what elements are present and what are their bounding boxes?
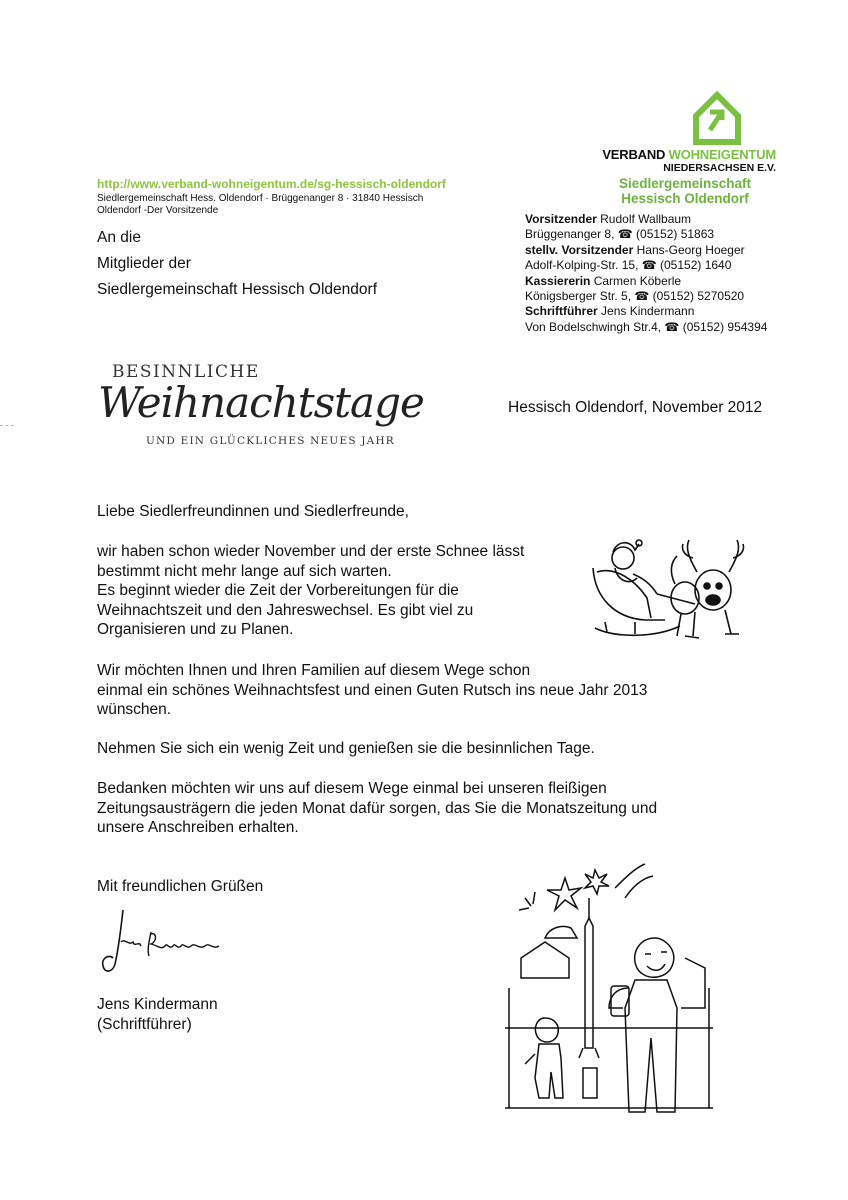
board-member-line: stellv. Vorsitzender Hans-Georg Hoeger [525, 242, 745, 257]
house-logo-icon [692, 90, 742, 146]
board-member-line: Schriftführer Jens Kindermann [525, 304, 695, 319]
recipient-line: Mitglieder der [97, 255, 191, 272]
recipient-line: An die [97, 229, 141, 246]
paragraph-4: Bedanken möchten wir uns auf diesem Wege einmal bei unseren fleißigen Zeitungsausträgern die jeden Monat dafür sorgen, das Sie die Monatszeitung und unsere Anschreiben erhalten. [97, 780, 658, 837]
board-member-address: Brüggenanger 8, ☎ (05152) 51863 [525, 227, 715, 242]
signer-role: (Schriftführer) [97, 1016, 192, 1033]
greeting-bottom-text: UND EIN GLÜCKLICHES NEUES JAHR [146, 435, 395, 447]
paragraph-3: Nehmen Sie sich ein wenig Zeit und genießen sie die besinnlichen Tage. [97, 740, 595, 757]
board-member-address: Königsberger Str. 5, ☎ (05152) 5270520 [525, 289, 745, 304]
sender-address: Siedlergemeinschaft Hess. Oldendorf · Brüggenanger 8 · 31840 Hessisch Oldendorf -Der Vorsitzende [97, 193, 424, 216]
signature-icon [95, 902, 235, 982]
recipient-block [97, 225, 377, 303]
signer-name: Jens Kindermann [97, 996, 218, 1013]
board-member-line: Vorsitzender Rudolf Wallbaum [525, 212, 692, 226]
greeting-top-text: BESINNLICHE [112, 362, 260, 382]
logo-subtitle: NIEDERSACHSEN E.V. [663, 162, 776, 174]
recipient-line: Siedlergemeinschaft Hessisch Oldendorf [97, 281, 377, 298]
board-member-line: Kassiererin Carmen Köberle [525, 273, 682, 288]
santa-sleigh-icon [585, 528, 755, 656]
paragraph-1: wir haben schon wieder November und der erste Schnee lässt bestimmt nicht mehr lange auf sich warten. Es beginnt wieder die Zeit der Vorbereitungen für die Weihnachtszeit und den Jahreswechsel. Es gibt viel zu Organisieren und zu Planen. [97, 543, 525, 639]
salutation: Liebe Siedlerfreundinnen und Siedlerfreunde, [97, 503, 409, 520]
board-member-address: Adolf-Kolping-Str. 15, ☎ (05152) 1640 [525, 258, 732, 273]
board-member-address: Von Bodelschwingh Str.4, ☎ (05152) 954394 [525, 319, 768, 334]
logo-group-name: Siedlergemeinschaft Hessisch Oldendorf [618, 176, 752, 206]
closing: Mit freundlichen Grüßen [97, 878, 264, 895]
logo-name: VERBAND WOHNEIGENTUM [602, 147, 776, 162]
sender-url[interactable]: http://www.verband-wohneigentum.de/sg-hessisch-oldendorf [97, 177, 446, 191]
letter-date: Hessisch Oldendorf, November 2012 [508, 399, 763, 416]
board-contacts [525, 212, 767, 335]
paragraph-2: Wir möchten Ihnen und Ihren Familien auf diesem Wege schon einmal ein schönes Weihnachtsfest und einen Guten Rutsch ins neue Jahr 2013 wünschen. [97, 662, 648, 719]
greeting-main-text: Weihnachtstage [98, 378, 424, 427]
fireworks-family-icon [505, 858, 713, 1116]
fold-mark [0, 425, 14, 427]
